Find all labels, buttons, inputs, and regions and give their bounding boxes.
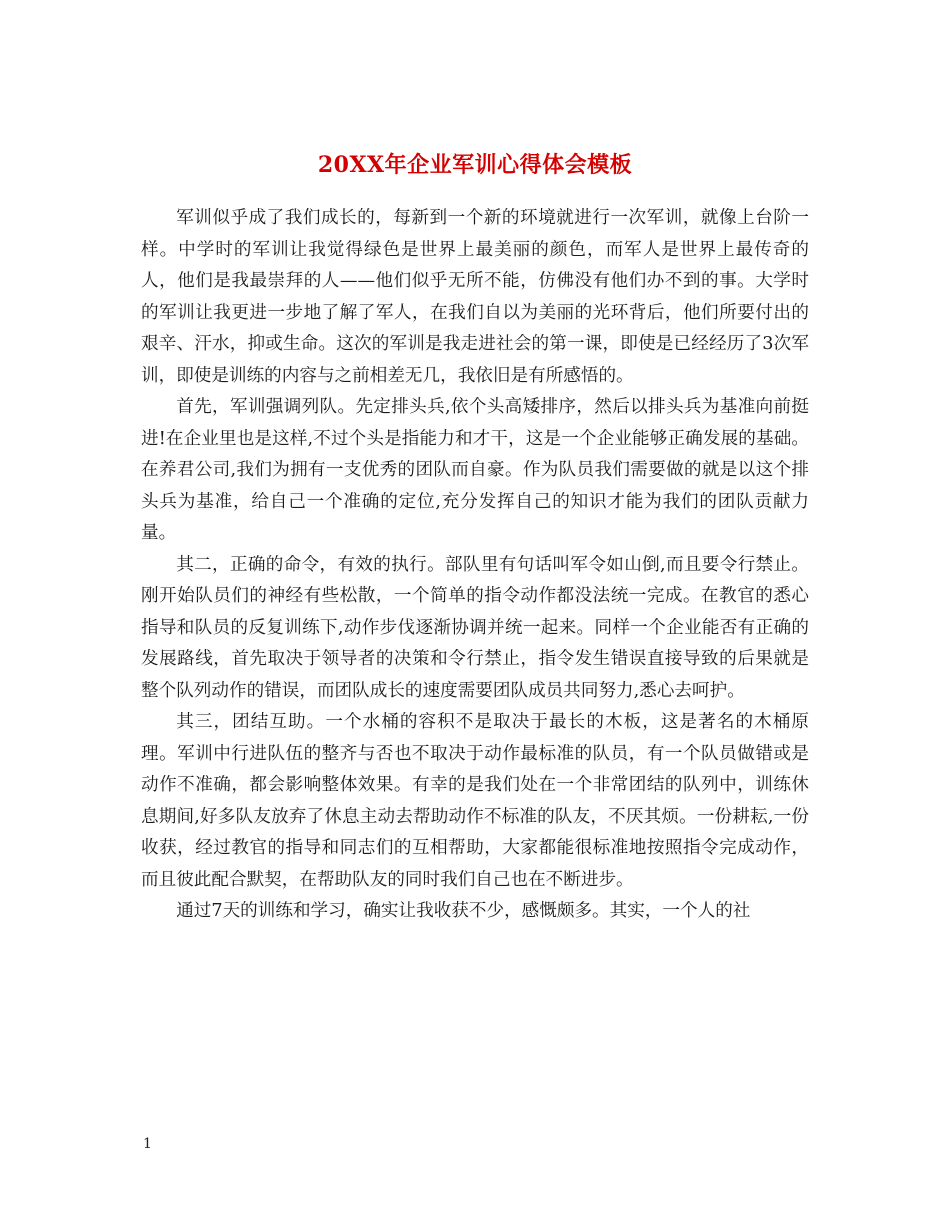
- page-number: 1: [143, 1136, 152, 1152]
- paragraph-intro: 军训似乎成了我们成长的，每新到一个新的环境就进行一次军训，就像上台阶一样。中学时的军训让我觉得绿色是世界上最美丽的颜色，而军人是世界上最传奇的人，他们是我最崇拜的人——他们似乎无所不能，仿佛没有他们办不到的事。大学时的军训让我更进一步地了解了军人，在我们自以为美丽的光环背后，他们所要付出的艰辛、汗水，抑或生命。这次的军训是我走进社会的第一课，即使是已经经历了3次军训，即使是训练的内容与之前相差无几，我依旧是有所感悟的。: [141, 208, 809, 386]
- paragraph-second-point: 其二，正确的命令，有效的执行。部队里有句话叫军令如山倒,而且要令行禁止。刚开始队员们的神经有些松散，一个简单的指令动作都没法统一完成。在教官的悉心指导和队员的反复训练下,动作步伐逐渐协调并统一起来。同样一个企业能否有正确的发展路线，首先取决于领导者的决策和令行禁止，指令发生错误直接导致的后果就是整个队列动作的错误，而团队成长的速度需要团队成员共同努力,悉心去呵护。: [141, 554, 809, 701]
- paragraph-summary: 通过7天的训练和学习，确实让我收获不少，感慨颇多。其实，一个人的社: [176, 901, 751, 921]
- paragraph-third-point: 其三，团结互助。一个水桶的容积不是取决于最长的木板，这是著名的木桶原理。军训中行进队伍的整齐与否也不取决于动作最标准的队员，有一个队员做错或是动作不准确，都会影响整体效果。有幸的是我们处在一个非常团结的队列中，训练休息期间,好多队友放弃了休息主动去帮助动作不标准的队友，不厌其烦。一份耕耘,一份收获，经过教官的指导和同志们的互相帮助，大家都能很标准地按照指令完成动作，而且彼此配合默契，在帮助队友的同时我们自己也在不断进步。: [141, 712, 809, 890]
- document-title: 20XX年企业军训心得体会模板: [317, 151, 633, 178]
- document-body: [141, 203, 809, 928]
- paragraph-first-point: 首先，军训强调列队。先定排头兵,依个头高矮排序，然后以排头兵为基准向前挺进!在企业里也是这样,不过个头是指能力和才干，这是一个企业能够正确发展的基础。在养君公司,我们为拥有一支优秀的团队而自豪。作为队员我们需要做的就是以这个排头兵为基准，给自己一个准确的定位,充分发挥自己的知识才能为我们的团队贡献力量。: [141, 397, 809, 543]
